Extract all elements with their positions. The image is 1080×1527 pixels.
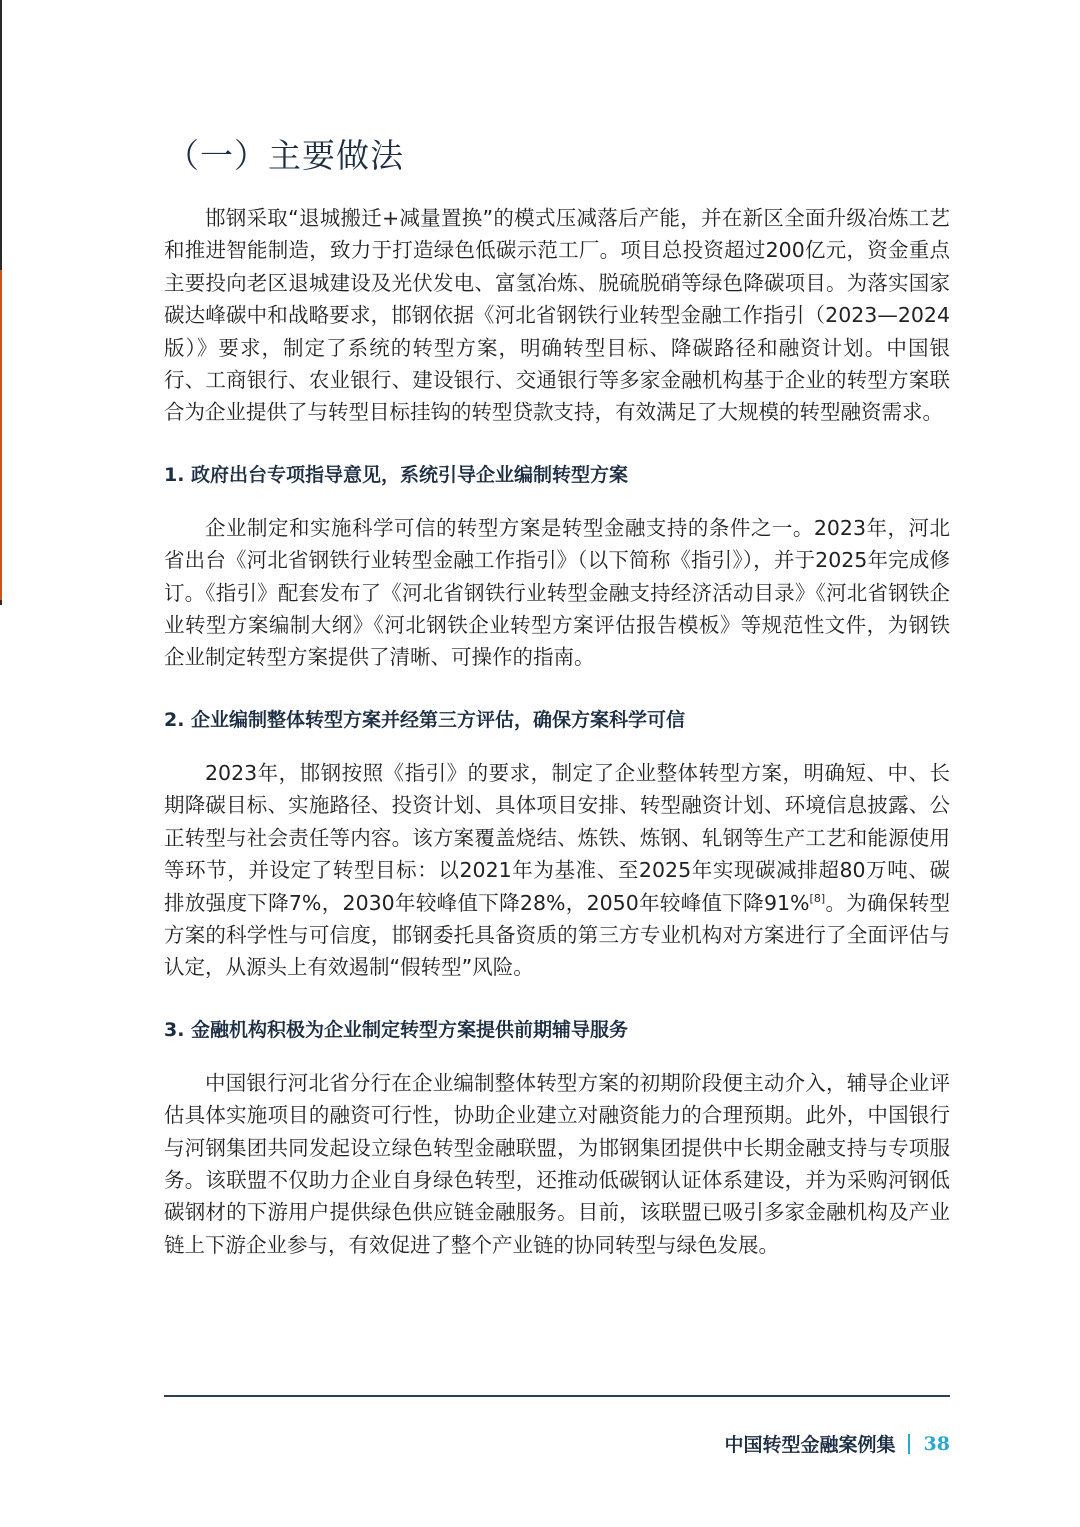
subsection-2-text-part2: 。为确保转型方案的科学性与可信度，邯钢委托具备资质的第三方专业机构对方案进行了全面评估与认定，从源头上有效遏制“假转型”风险。 [164, 890, 951, 980]
subsection-3-heading: 3. 金融机构积极为企业制定转型方案提供前期辅导服务 [164, 1018, 629, 1041]
page-content [164, 118, 950, 1261]
footnote-reference[interactable]: [8] [809, 891, 826, 905]
footer-divider-line [164, 1395, 950, 1397]
subsection-3-paragraph: 中国银行河北省分行在企业编制整体转型方案的初期阶段便主动介入，辅导企业评估具体实施项目的融资可行性，协助企业建立对融资能力的合理预期。此外，中国银行与河钢集团共同发起设立绿色转型金融联盟，为邯钢集团提供中长期金融支持与专项服务。该联盟不仅助力企业自身绿色转型，还推动低碳钢认证体系建设，并为采购河钢低碳钢材的下游用户提供绿色供应链金融服务。目前，该联盟已吸引多家金融机构及产业链上下游企业参与，有效促进了整个产业链的协同转型与绿色发展。 [164, 1070, 950, 1257]
section-title: （一）主要做法 [166, 136, 404, 175]
intro-paragraph: 邯钢采取“退城搬迁+减量置换”的模式压减落后产能，并在新区全面升级冶炼工艺和推进智能制造，致力于打造绿色低碳示范工厂。项目总投资超过200亿元，资金重点主要投向老区退城建设及光伏发电、富氢冶炼、脱硫脱硝等绿色降碳项目。为落实国家碳达峰碳中和战略要求，邯钢依据《河北省钢铁行业转型金融工作指引（2023—2024版）》要求，制定了系统的转型方案，明确转型目标、降碳路径和融资计划。中国银行、工商银行、农业银行、建设银行、交通银行等多家金融机构基于企业的转型方案联合为企业提供了与转型目标挂钩的转型贷款支持，有效满足了大规模的转型融资需求。 [164, 206, 950, 425]
page-footer [725, 1430, 950, 1457]
subsection-1-paragraph: 企业制定和实施科学可信的转型方案是转型金融支持的条件之一。2023年，河北省出台《河北省钢铁行业转型金融工作指引》（以下简称《指引》），并于2025年完成修订。《指引》配套发布了《河北省钢铁行业转型金融支持经济活动目录》《河北省钢铁企业转型方案编制大纲》《河北钢铁企业转型方案评估报告模板》等规范性文件，为钢铁企业制定转型方案提供了清晰、可操作的指南。 [164, 515, 950, 670]
footer-separator [908, 1434, 910, 1454]
subsection-2-paragraph [164, 757, 950, 984]
page-number: 38 [923, 1432, 950, 1455]
subsection-1-heading: 1. 政府出台专项指导意见，系统引导企业编制转型方案 [164, 463, 629, 486]
publication-title: 中国转型金融案例集 [724, 1434, 896, 1456]
page-edge-accent [0, 270, 2, 600]
subsection-2-heading: 2. 企业编制整体转型方案并经第三方评估，确保方案科学可信 [164, 708, 686, 731]
subsection-2-text-part1: 2023年，邯钢按照《指引》的要求，制定了企业整体转型方案，明确短、中、长期降碳目标、实施路径、投资计划、具体项目安排、转型融资计划、环境信息披露、公正转型与社会责任等内容。该方案覆盖烧结、炼铁、炼钢、轧钢等生产工艺和能源使用等环节，并设定了转型目标：以2021年为基准、至2025年实现碳减排超80万吨、碳排放强度下降7%，2030年较峰值下降28%，2050年较峰值下降91% [164, 760, 950, 915]
